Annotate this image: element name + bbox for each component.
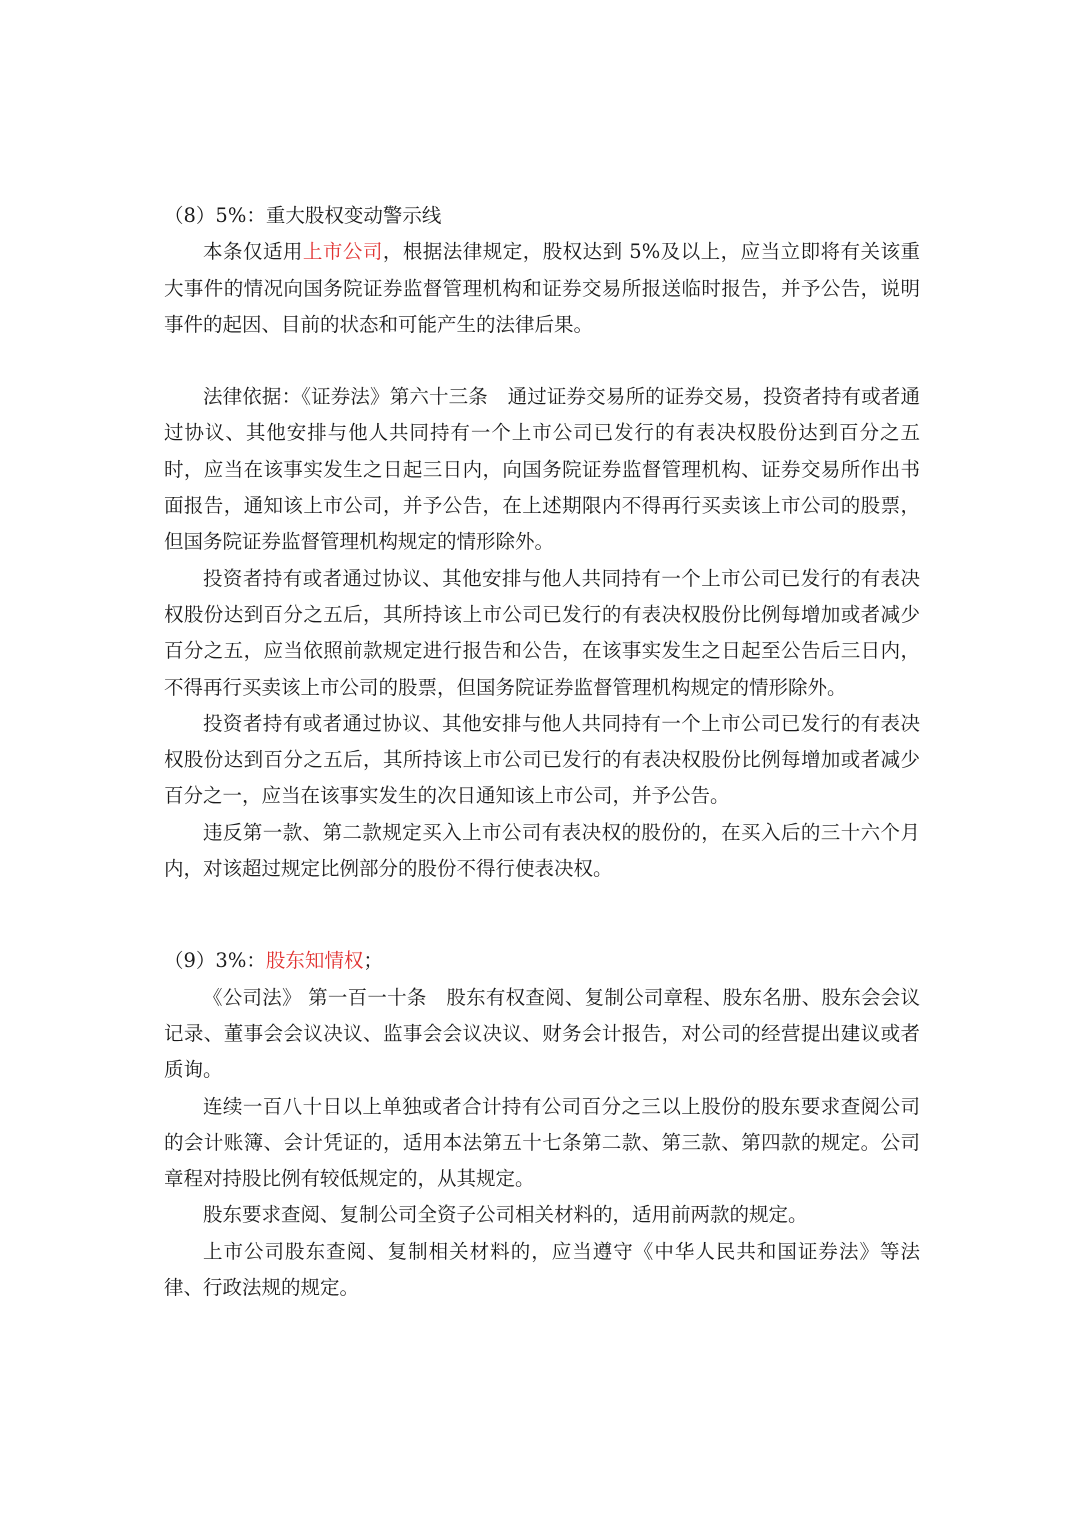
section-9-paragraph-4: 上市公司股东查阅、复制相关材料的，应当遵守《中华人民共和国证券法》等法律、行政法规的规定。 — [164, 1239, 920, 1300]
spacer — [164, 887, 920, 943]
section-9-paragraph-1: 《公司法》 第一百一十条 股东有权查阅、复制公司章程、股东名册、股东会会议记录、董事会会议决议、监事会会议决议、财务会计报告，对公司的经营提出建议或者质询。 — [164, 985, 920, 1082]
section-8-legal-basis: 法律依据：《证券法》第六十三条 通过证券交易所的证券交易，投资者持有或者通过协议、其他安排与他人共同持有一个上市公司已发行的有表决权股份达到百分之五时，应当在该事实发生之日起三日内，向国务院证券监督管理机构、证券交易所作出书面报告，通知该上市公司，并予公告，在上述期限内不得再行买卖该上市公司的股票，但国务院证券监督管理机构规定的情形除外。 — [164, 385, 920, 554]
section-8-heading — [164, 198, 920, 234]
section-8-intro-before: 本条仅适用 — [203, 240, 303, 264]
section-8-paragraph-3: 投资者持有或者通过协议、其他安排与他人共同持有一个上市公司已发行的有表决权股份达到百分之五后，其所持该上市公司已发行的有表决权股份比例每增加或者减少百分之一，应当在该事实发生的次日通知该上市公司，并予公告。 — [164, 711, 920, 808]
section-9-heading-prefix: （9）3%： — [164, 949, 266, 973]
section-8-intro — [164, 234, 920, 343]
section-9-paragraph-2: 连续一百八十日以上单独或者合计持有公司百分之三以上股份的股东要求查阅公司的会计账簿、会计凭证的，适用本法第五十七条第二款、第三款、第四款的规定。公司章程对持股比例有较低规定的，从其规定。 — [164, 1094, 920, 1191]
spacer — [164, 343, 920, 379]
listed-company-highlight: 上市公司 — [302, 240, 383, 264]
section-9-paragraph-3: 股东要求查阅、复制公司全资子公司相关材料的，适用前两款的规定。 — [203, 1203, 808, 1227]
section-8-heading-title: 重大股权变动警示线 — [265, 204, 442, 227]
section-9-heading-suffix: ； — [363, 949, 383, 973]
section-8-intro-after: ，根据法律规定，股权达到 5%及以上，应当立即将有关该重大事件的情况向国务院证券监督管理机构和证券交易所报送临时报告，并予公告，说明事件的起因、目前的状态和可能产生的法律后果。 — [164, 240, 920, 336]
section-8-paragraph-2: 投资者持有或者通过协议、其他安排与他人共同持有一个上市公司已发行的有表决权股份达到百分之五后，其所持该上市公司已发行的有表决权股份比例每增加或者减少百分之五，应当依照前款规定进行报告和公告，在该事实发生之日起至公告后三日内，不得再行买卖该上市公司的股票，但国务院证券监督管理机构规定的情形除外。 — [164, 566, 920, 699]
section-8-heading-prefix: （8）5%： — [164, 204, 266, 227]
shareholder-right-to-know-highlight: 股东知情权 — [265, 949, 364, 973]
document-page — [164, 198, 920, 1306]
section-8-paragraph-4: 违反第一款、第二款规定买入上市公司有表决权的股份的，在买入后的三十六个月内，对该超过规定比例部分的股份不得行使表决权。 — [164, 820, 920, 881]
section-9-heading — [164, 943, 920, 979]
